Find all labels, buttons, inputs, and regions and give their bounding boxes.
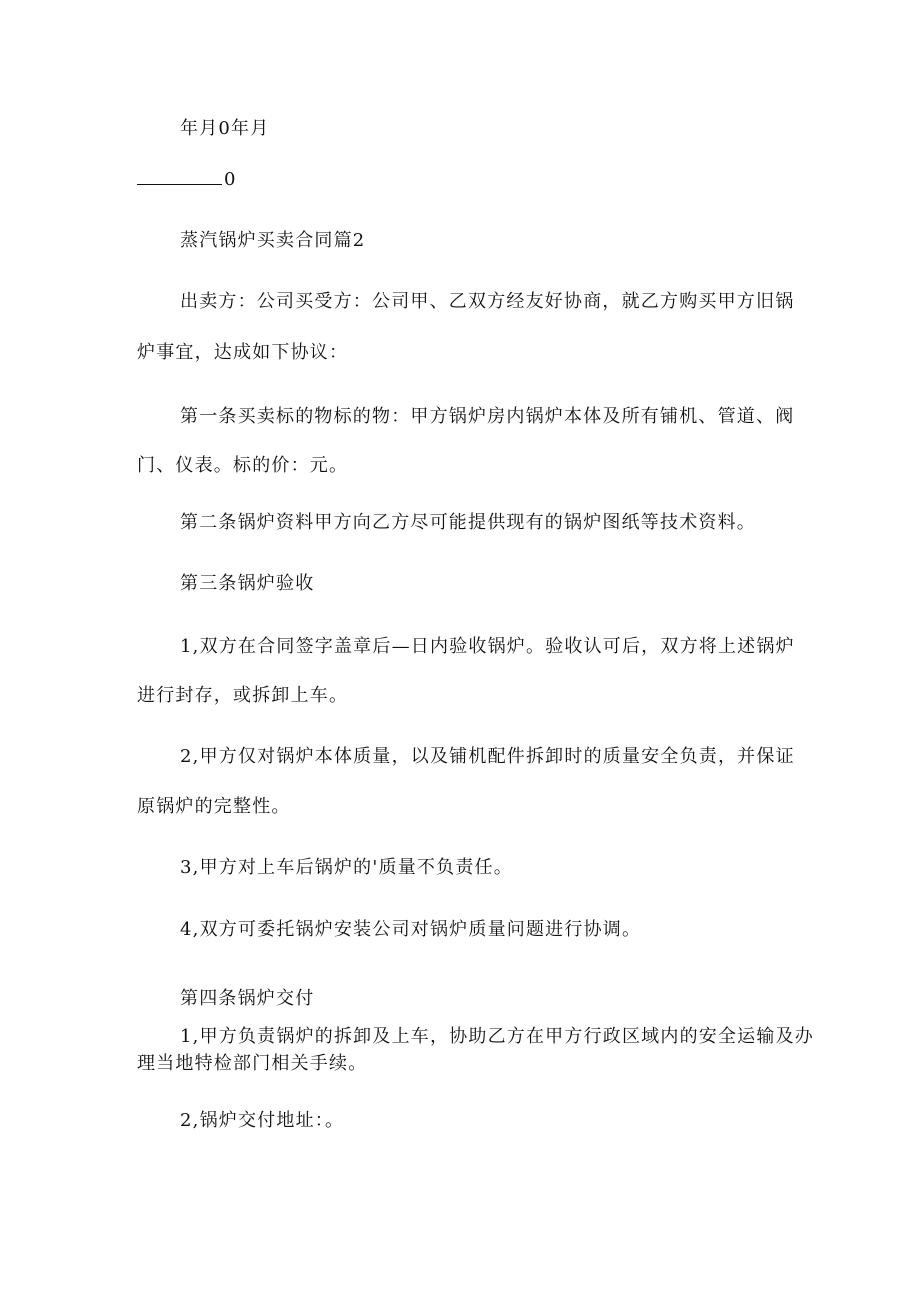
- paragraph-line: 出卖方：公司买受方：公司甲、乙双方经友好协商，就乙方购买甲方旧锅: [180, 291, 795, 312]
- paragraph-line: 1,双方在合同签字盖章后—日内验收锅炉。验收认可后，双方将上述锅炉: [180, 636, 795, 657]
- paragraph-line: 原锅炉的完整性。: [137, 796, 291, 817]
- paragraph-line: 3,甲方对上车后锅炉的'质量不负责任。: [180, 857, 513, 878]
- paragraph-line: 门、仪表。标的价：元。: [137, 455, 349, 476]
- date-line: 年月0年月: [180, 118, 270, 139]
- paragraph-line: 2,甲方仅对锅炉本体质量，以及铺机配件拆卸时的质量安全负责，并保证: [180, 746, 795, 767]
- paragraph-line: 第一条买卖标的物标的物：甲方锅炉房内锅炉本体及所有铺机、管道、阀: [180, 406, 795, 427]
- paragraph-line: 2,锅炉交付地址：。: [180, 1110, 345, 1131]
- section-title: 蒸汽锅炉买卖合同篇2: [180, 230, 366, 251]
- blank-underline: [137, 168, 222, 185]
- paragraph-line: 炉事宜，达成如下协议：: [137, 342, 349, 363]
- paragraph-line: 第二条锅炉资料甲方向乙方尽可能提供现有的锅炉图纸等技术资料。: [180, 512, 756, 533]
- clause-heading: 第四条锅炉交付: [180, 988, 315, 1009]
- paragraph-line: 1,甲方负责锅炉的拆卸及上车，协助乙方在甲方行政区域内的安全运输及办: [180, 1026, 814, 1047]
- blank-field-line: [137, 168, 237, 191]
- paragraph-line: 进行封存，或拆卸上车。: [137, 685, 349, 706]
- paragraph-line: 理当地特检部门相关手续。: [137, 1053, 368, 1074]
- blank-field-value: 0: [224, 169, 237, 190]
- clause-heading: 第三条锅炉验收: [180, 573, 315, 594]
- paragraph-line: 4,双方可委托锅炉安装公司对锅炉质量问题进行协调。: [180, 919, 642, 940]
